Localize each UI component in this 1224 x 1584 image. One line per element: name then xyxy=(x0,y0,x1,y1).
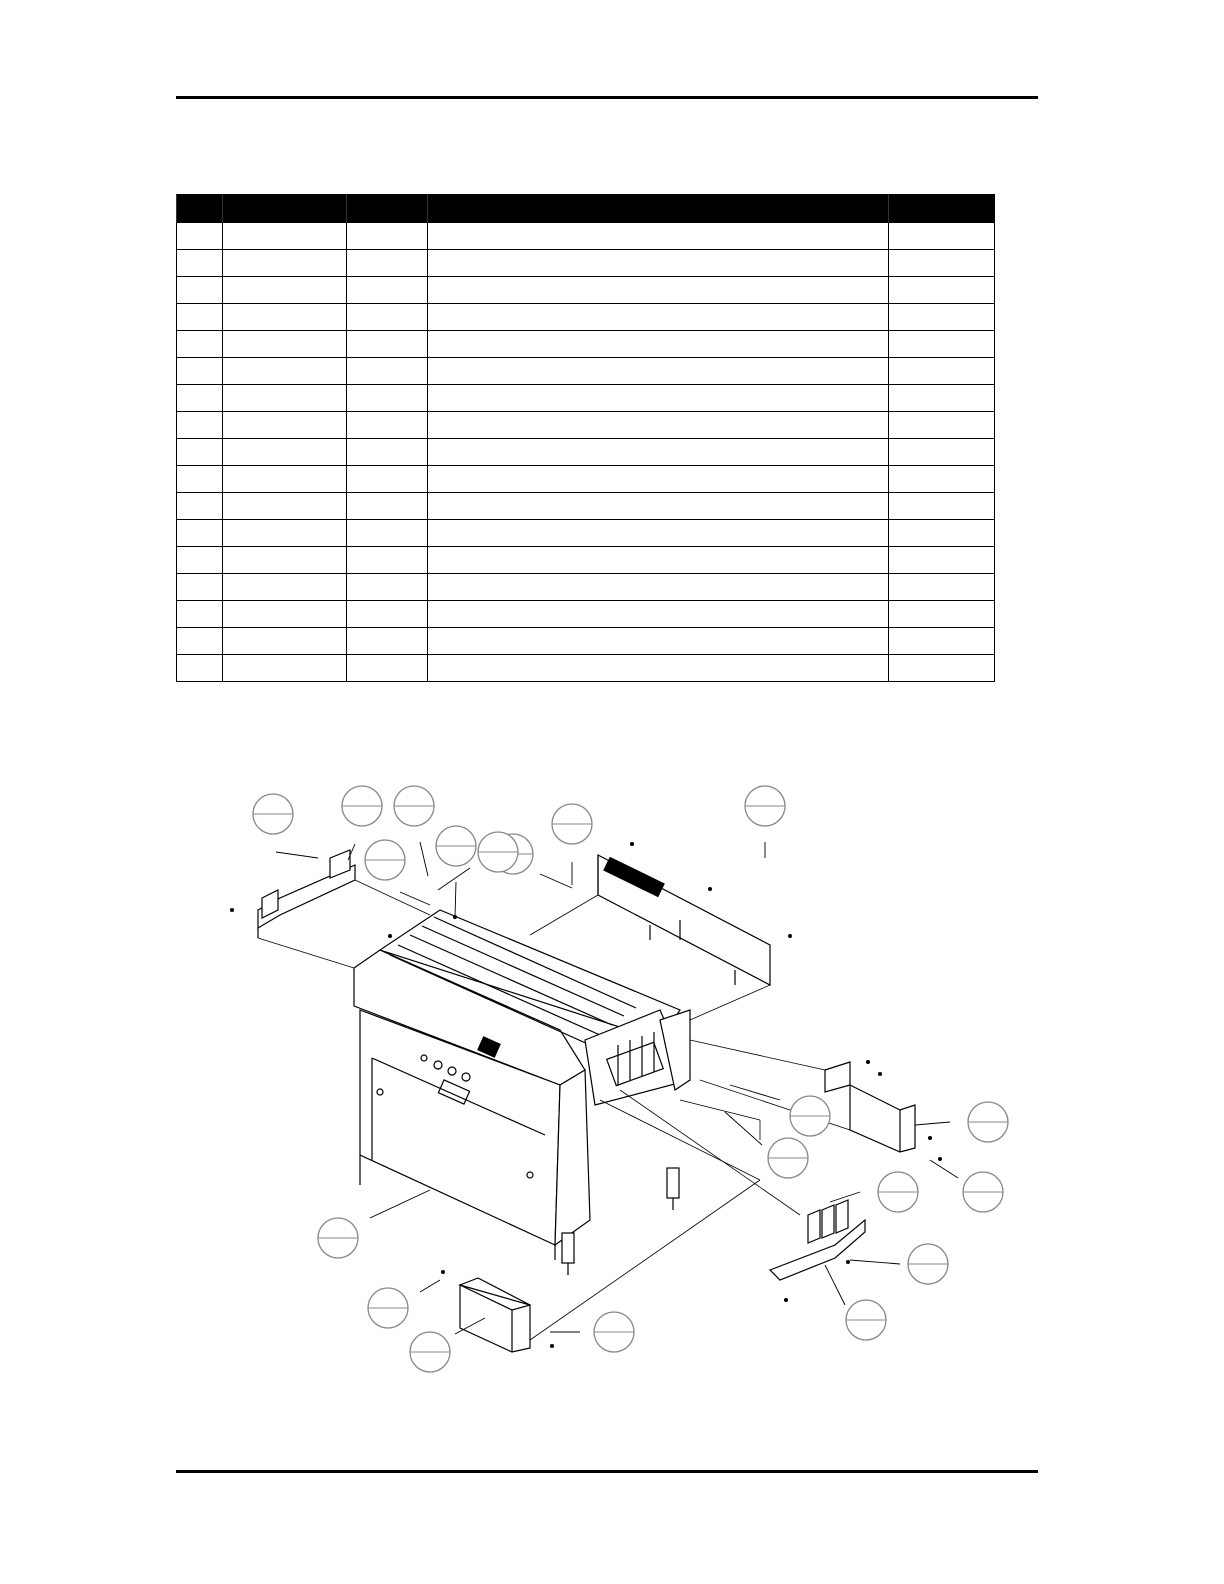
table-cell xyxy=(223,331,347,358)
table-cell xyxy=(347,493,428,520)
callout-leader xyxy=(438,868,470,890)
table-cell xyxy=(428,250,889,277)
table-row xyxy=(177,520,995,547)
table-row xyxy=(177,655,995,682)
table-row xyxy=(177,547,995,574)
table-cell xyxy=(889,493,995,520)
table-cell xyxy=(177,358,223,385)
parts-table-header xyxy=(177,194,995,223)
table-cell xyxy=(889,466,995,493)
table-cell xyxy=(428,304,889,331)
callout-17 xyxy=(368,1280,440,1328)
table-cell xyxy=(428,574,889,601)
table-row xyxy=(177,223,995,250)
table-row xyxy=(177,439,995,466)
table-cell xyxy=(177,277,223,304)
table-row xyxy=(177,358,995,385)
callout-leader xyxy=(276,852,318,858)
table-cell xyxy=(347,601,428,628)
table-cell xyxy=(428,331,889,358)
table-cell xyxy=(889,520,995,547)
table-cell xyxy=(889,601,995,628)
callout-5 xyxy=(365,840,430,905)
right-front-bracket xyxy=(770,1200,865,1280)
table-cell xyxy=(889,655,995,682)
column-header xyxy=(223,194,347,223)
table-row xyxy=(177,331,995,358)
table-cell xyxy=(223,547,347,574)
table-cell xyxy=(223,493,347,520)
callout-leader xyxy=(825,1265,845,1305)
table-cell xyxy=(223,277,347,304)
callout-leader xyxy=(930,1160,958,1178)
callout-leader xyxy=(420,1280,440,1292)
table-cell xyxy=(347,574,428,601)
table-cell xyxy=(889,223,995,250)
table-cell xyxy=(347,439,428,466)
table-cell xyxy=(889,304,995,331)
table-cell xyxy=(177,250,223,277)
table-cell xyxy=(223,520,347,547)
callout-leader xyxy=(830,1192,860,1202)
table-cell xyxy=(347,655,428,682)
exploded-assembly-drawing xyxy=(0,740,1224,1400)
table-cell xyxy=(223,439,347,466)
table-cell xyxy=(889,331,995,358)
table-cell xyxy=(223,223,347,250)
rear-cover-panel xyxy=(598,855,770,985)
left-front-bracket xyxy=(460,1278,530,1352)
table-cell xyxy=(428,520,889,547)
table-cell xyxy=(428,412,889,439)
table-cell xyxy=(428,277,889,304)
table-cell xyxy=(177,385,223,412)
table-cell xyxy=(347,628,428,655)
table-row xyxy=(177,277,995,304)
callout-15 xyxy=(825,1265,886,1340)
callout-1 xyxy=(253,794,318,858)
table-cell xyxy=(347,358,428,385)
table-cell xyxy=(347,304,428,331)
table-row xyxy=(177,385,995,412)
table-row xyxy=(177,250,995,277)
table-cell xyxy=(177,520,223,547)
callout-19 xyxy=(550,1312,634,1352)
column-header xyxy=(347,194,428,223)
callout-leader xyxy=(455,882,456,917)
table-cell xyxy=(889,412,995,439)
table-cell xyxy=(177,574,223,601)
table-cell xyxy=(223,466,347,493)
table-cell xyxy=(177,601,223,628)
table-row xyxy=(177,628,995,655)
table-cell xyxy=(347,412,428,439)
table-row xyxy=(177,574,995,601)
table-cell xyxy=(889,277,995,304)
callout-leader xyxy=(540,874,572,888)
callout-7 xyxy=(552,804,592,885)
table-cell xyxy=(428,466,889,493)
table-cell xyxy=(177,547,223,574)
table-cell xyxy=(889,547,995,574)
table-cell xyxy=(428,628,889,655)
table-cell xyxy=(177,304,223,331)
footer-rule xyxy=(176,1470,1038,1473)
callout-4 xyxy=(436,826,476,917)
table-cell xyxy=(889,439,995,466)
callout-leader xyxy=(370,1190,430,1218)
table-cell xyxy=(177,439,223,466)
table-cell xyxy=(177,466,223,493)
table-cell xyxy=(223,628,347,655)
column-header xyxy=(889,194,995,223)
table-cell xyxy=(428,601,889,628)
callout-14 xyxy=(850,1244,948,1284)
table-cell xyxy=(177,493,223,520)
table-cell xyxy=(223,574,347,601)
callout-leader xyxy=(725,1112,762,1145)
table-row xyxy=(177,601,995,628)
table-cell xyxy=(428,385,889,412)
parts-table-body xyxy=(177,223,995,682)
table-cell xyxy=(347,520,428,547)
table-cell xyxy=(889,358,995,385)
table-cell xyxy=(428,358,889,385)
table-cell xyxy=(177,628,223,655)
callout-9 xyxy=(730,1085,830,1136)
table-cell xyxy=(177,223,223,250)
table-cell xyxy=(223,304,347,331)
table-cell xyxy=(347,277,428,304)
table-row xyxy=(177,412,995,439)
callout-16 xyxy=(318,1190,430,1258)
table-cell xyxy=(347,466,428,493)
table-cell xyxy=(889,574,995,601)
table-cell xyxy=(177,655,223,682)
table-row xyxy=(177,466,995,493)
table-cell xyxy=(177,412,223,439)
callout-leader xyxy=(850,1260,900,1264)
parts-table xyxy=(176,194,995,682)
table-cell xyxy=(347,547,428,574)
table-cell xyxy=(347,385,428,412)
table-cell xyxy=(889,250,995,277)
table-row xyxy=(177,493,995,520)
table-cell xyxy=(177,331,223,358)
table-cell xyxy=(347,223,428,250)
callout-12 xyxy=(915,1102,1008,1142)
callout-leader xyxy=(420,842,428,876)
table-cell xyxy=(223,385,347,412)
table-row xyxy=(177,304,995,331)
table-cell xyxy=(223,358,347,385)
callout-leader xyxy=(915,1122,950,1125)
table-cell xyxy=(428,655,889,682)
table-cell xyxy=(223,412,347,439)
table-cell xyxy=(428,223,889,250)
callout-8 xyxy=(745,786,785,858)
right-rear-bracket xyxy=(825,1062,915,1152)
left-side-bracket xyxy=(258,850,355,938)
table-cell xyxy=(223,601,347,628)
table-cell xyxy=(223,250,347,277)
column-header xyxy=(428,194,889,223)
table-cell xyxy=(347,331,428,358)
callout-13 xyxy=(930,1160,1003,1212)
table-cell xyxy=(347,250,428,277)
table-cell xyxy=(428,547,889,574)
table-cell xyxy=(889,385,995,412)
table-cell xyxy=(889,628,995,655)
header-rule xyxy=(176,96,1038,99)
table-cell xyxy=(223,655,347,682)
column-header xyxy=(177,194,223,223)
table-cell xyxy=(428,439,889,466)
table-cell xyxy=(428,493,889,520)
